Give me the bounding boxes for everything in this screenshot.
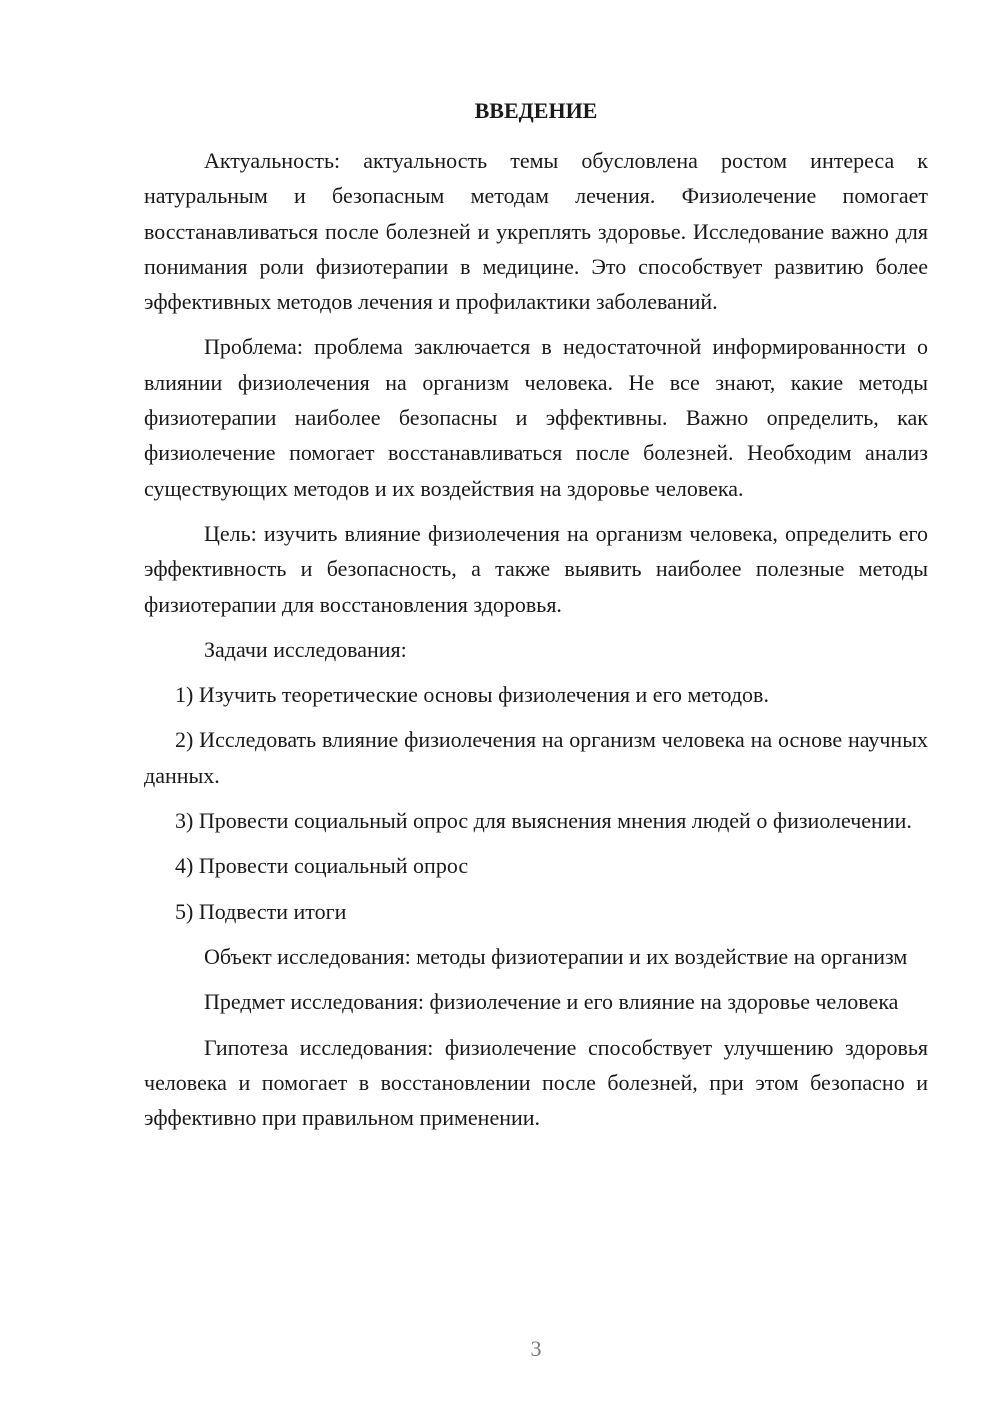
task-item-2: 2) Исследовать влияние физиолечения на организм человека на основе научных данных. xyxy=(144,727,928,788)
task-item-5: 5) Подвести итоги xyxy=(175,898,347,924)
paragraph-hypothesis: Гипотеза исследования: физиолечение способствует улучшению здоровья человека и помогает в восстановлении после болезней, при этом безопасно и эффективно при правильном применении. xyxy=(144,1034,928,1131)
paragraph-problem: Проблема: проблема заключается в недостаточной информированности о влиянии физиолечения на организм человека. Не все знают, какие методы физиотерапии наиболее безопасны и эффективны. Важно определить, как физиолечение помогает восстанавливаться после болезней. Необходим анализ существующих методов и их воздействия на здоровье человека. xyxy=(144,334,928,501)
paragraph-tasks-title: Задачи исследования: xyxy=(204,636,407,662)
paragraph-object: Объект исследования: методы физиотерапии и их воздействие на организм xyxy=(204,943,908,969)
task-item-3: 3) Провести социальный опрос для выяснения мнения людей о физиолечении. xyxy=(175,808,912,834)
document-body xyxy=(144,143,928,1145)
page-number: 3 xyxy=(530,1336,542,1361)
paragraph-goal: Цель: изучить влияние физиолечения на организм человека, определить его эффективность и безопасность, а также выявить наиболее полезные методы физиотерапии для восстановления здоровья. xyxy=(144,520,928,617)
task-item-4: 4) Провести социальный опрос xyxy=(175,853,469,879)
paragraph-subject: Предмет исследования: физиолечение и его влияние на здоровье человека xyxy=(204,989,899,1015)
paragraph-relevance: Актуальность: актуальность темы обусловлена ростом интереса к натуральным и безопасным методам лечения. Физиолечение помогает восстанавливаться после болезней и укреплять здоровье. Исследование важно для понимания роли физиотерапии в медицине. Это способствует развитию более эффективных методов лечения и профилактики заболеваний. xyxy=(144,148,928,315)
task-item-1: 1) Изучить теоретические основы физиолечения и его методов. xyxy=(175,682,769,708)
page-title: ВВЕДЕНИЕ xyxy=(474,98,598,123)
